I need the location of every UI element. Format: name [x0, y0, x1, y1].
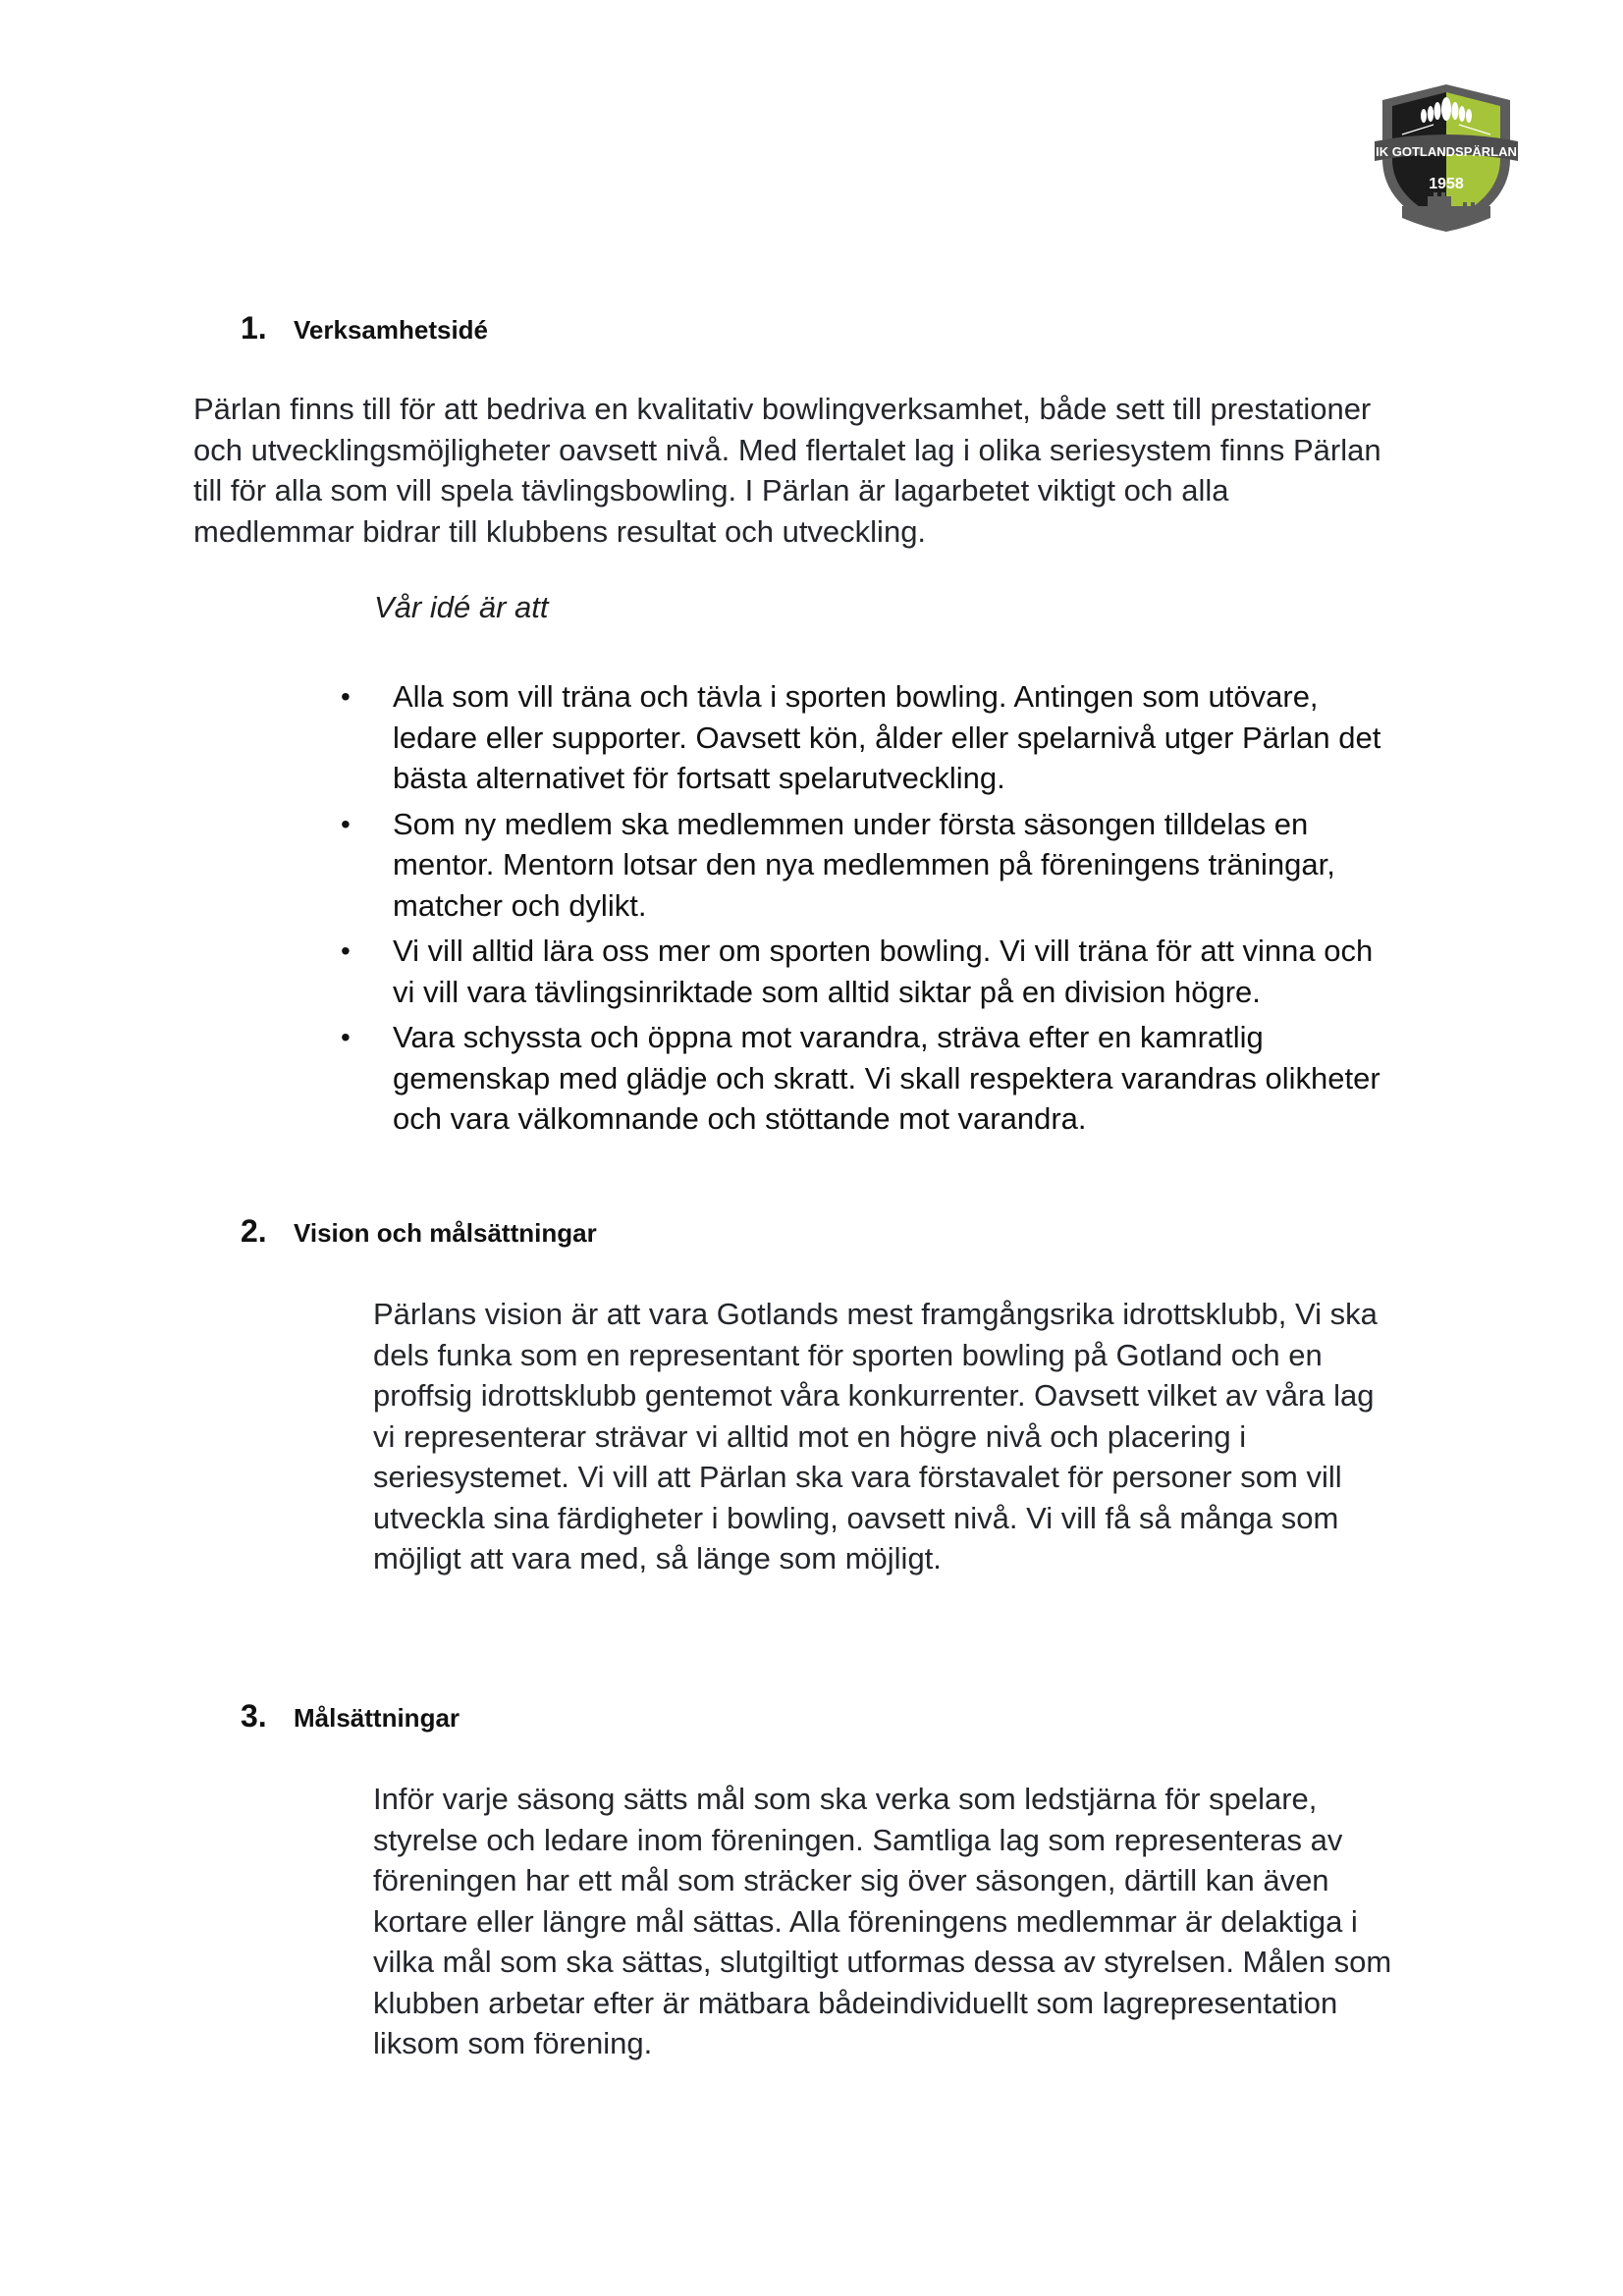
- paragraph-line: proffsig idrottsklubb gentemot våra konkurrenter. Oavsett vilket av våra lag: [373, 1378, 1375, 1413]
- section-2-title: Vision och målsättningar: [294, 1218, 597, 1248]
- bullet-icon: •: [341, 681, 351, 712]
- section-1-heading: [241, 310, 488, 347]
- section-3-heading: [241, 1698, 460, 1735]
- paragraph-line: och utvecklingsmöjligheter oavsett nivå. Med flertalet lag i olika seriesystem finns Pärlan: [193, 432, 1381, 467]
- paragraph-line: Pärlans vision är att vara Gotlands mest framgångsrika idrottsklubb, Vi ska: [373, 1297, 1378, 1331]
- logo-club-name: IK GOTLANDSPÄRLAN: [1376, 144, 1517, 159]
- bullet-line: gemenskap med glädje och skratt. Vi skall respektera varandras olikheter: [393, 1060, 1380, 1095]
- section-1-number: 1.: [241, 310, 267, 346]
- paragraph-line: Inför varje säsong sätts mål som ska verka som ledstjärna för spelare,: [373, 1782, 1318, 1816]
- idea-intro: Vår idé är att: [374, 590, 549, 624]
- bullet-line: vi vill vara tävlingsinriktade som alltid siktar på en division högre.: [393, 974, 1261, 1009]
- paragraph-line: vi representerar strävar vi alltid mot en högre nivå och placering i: [373, 1418, 1247, 1454]
- bullet-line: mentor. Mentorn lotsar den nya medlemmen på föreningens träningar,: [393, 847, 1335, 881]
- section-1-paragraph: [193, 389, 1381, 552]
- section-2-paragraph: [373, 1294, 1378, 1579]
- paragraph-line: styrelse och ledare inom föreningen. Samtliga lag som representeras av: [373, 1822, 1343, 1857]
- paragraph-line: liksom som förening.: [373, 2026, 653, 2060]
- paragraph-line: dels funka som en representant för sporten bowling på Gotland och en: [373, 1337, 1323, 1372]
- paragraph-line: Pärlan finns till för att bedriva en kvalitativ bowlingverksamhet, både sett till prestationer: [193, 392, 1372, 426]
- club-logo: [1373, 80, 1520, 236]
- bullet-icon: •: [341, 808, 351, 839]
- bullet-line: matcher och dylikt.: [393, 887, 647, 923]
- section-3-number: 3.: [241, 1698, 267, 1734]
- section-3-paragraph: [373, 1779, 1391, 2064]
- logo-year: 1958: [1429, 176, 1464, 192]
- paragraph-line: kortare eller längre mål sättas. Alla föreningens medlemmar är delaktiga i: [373, 1903, 1358, 1939]
- paragraph-line: möjligt att vara med, så länge som möjligt.: [373, 1541, 942, 1575]
- bullet-line: bästa alternativet för fortsatt spelarutveckling.: [393, 761, 1005, 795]
- bullet-line: Vi vill alltid lära oss mer om sporten bowling. Vi vill träna för att vinna och: [393, 934, 1374, 968]
- section-2-number: 2.: [241, 1213, 267, 1249]
- bullet-line: Vara schyssta och öppna mot varandra, sträva efter en kamratlig: [393, 1020, 1264, 1054]
- section-1-title: Verksamhetsidé: [294, 315, 489, 345]
- bullet-line: och vara välkomnande och stöttande mot varandra.: [393, 1101, 1087, 1136]
- list-item: [339, 1017, 1380, 1140]
- paragraph-line: klubben arbetar efter är mätbara bådeindividuellt som lagrepresentation: [373, 1985, 1338, 2020]
- bullet-line: Alla som vill träna och tävla i sporten bowling. Antingen som utövare,: [393, 679, 1319, 714]
- bullet-icon: •: [341, 1022, 351, 1052]
- paragraph-line: seriesystemet. Vi vill att Pärlan ska vara förstavalet för personer som vill: [373, 1460, 1342, 1494]
- bullet-line: Som ny medlem ska medlemmen under första säsongen tilldelas en: [393, 806, 1309, 841]
- list-item: [339, 931, 1380, 1012]
- bullet-line: ledare eller supporter. Oavsett kön, ålder eller spelarnivå utger Pärlan det: [393, 720, 1381, 755]
- section-2-heading: [241, 1213, 597, 1250]
- paragraph-line: medlemmar bidrar till klubbens resultat och utveckling.: [193, 513, 927, 549]
- paragraph-line: utveckla sina färdigheter i bowling, oavsett nivå. Vi vill få så många som: [373, 1500, 1339, 1535]
- paragraph-line: till för alla som vill spela tävlingsbowling. I Pärlan är lagarbetet viktigt och alla: [193, 473, 1229, 507]
- paragraph-line: vilka mål som ska sättas, slutgiltigt utformas dessa av styrelsen. Målen som: [373, 1945, 1392, 1979]
- paragraph-line: föreningen har ett mål som sträcker sig över säsongen, därtill kan även: [373, 1863, 1329, 1897]
- list-item: [339, 804, 1380, 927]
- bullet-icon: •: [341, 935, 351, 966]
- list-item: [339, 676, 1380, 799]
- section-3-title: Målsättningar: [294, 1703, 460, 1733]
- idea-bullet-list: [339, 676, 1380, 1145]
- club-shield-icon: [1373, 80, 1520, 236]
